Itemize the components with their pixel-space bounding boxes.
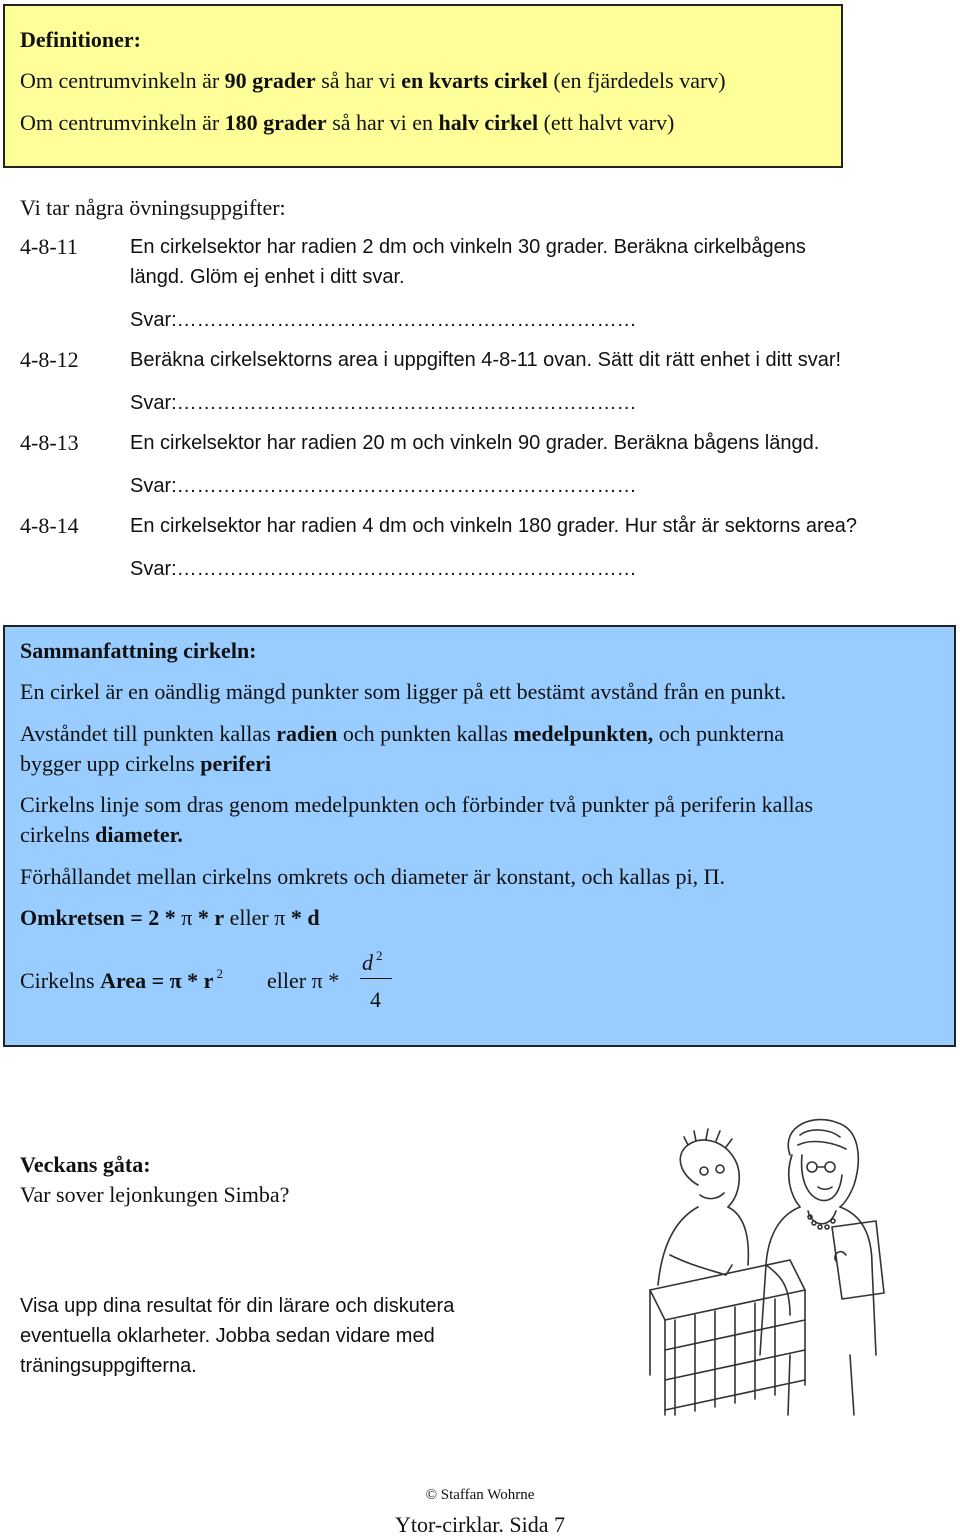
summary-circle-definition: En cirkel är en oändlig mängd punkter som ligger på ett bestämt avstånd från en punkt.: [20, 679, 787, 704]
answer-line[interactable]: Svar:……………………………………………………………: [130, 309, 637, 331]
closing-line: träningsuppgifterna.: [20, 1355, 197, 1377]
answer-line[interactable]: Svar:……………………………………………………………: [130, 392, 637, 414]
fraction-denominator: 4: [370, 987, 381, 1012]
definition-quarter-circle: Om centrumvinkeln är 90 grader så har vi en kvarts cirkel (en fjärdedels varv): [20, 68, 726, 93]
formula-area: Cirkelns Area = π * r $^2$: [20, 966, 223, 993]
summary-periphery: bygger upp cirkelns periferi: [20, 751, 272, 776]
closing-line: Visa upp dina resultat för din lärare och diskutera: [20, 1295, 455, 1317]
exercise-text: Beräkna cirkelsektorns area i uppgiften 4-8-11 ovan. Sätt dit rätt enhet i ditt svar!: [130, 349, 842, 371]
summary-radius: Avståndet till punkten kallas radien och punkten kallas medelpunkten, och punkterna: [20, 721, 785, 746]
closing-line: eventuella oklarheter. Jobba sedan vidare med: [20, 1325, 435, 1347]
riddle-question: Var sover lejonkungen Simba?: [20, 1182, 290, 1207]
exercise-text: En cirkelsektor har radien 20 m och vinkeln 90 grader. Beräkna bågens längd.: [130, 432, 820, 454]
exercise-text-cont: längd. Glöm ej enhet i ditt svar.: [130, 266, 405, 288]
summary-diameter-cont: cirkelns diameter.: [20, 822, 183, 847]
teacher-student-illustration: [640, 1115, 940, 1435]
page-footer: Ytor-cirklar. Sida 7: [394, 1512, 566, 1537]
exercise-number: 4-8-12: [20, 347, 79, 372]
summary-diameter: Cirkelns linje som dras genom medelpunkten och förbinder två punkter på periferin kallas: [20, 792, 813, 817]
answer-line[interactable]: Svar:……………………………………………………………: [130, 558, 637, 580]
answer-line[interactable]: Svar:……………………………………………………………: [130, 475, 637, 497]
summary-pi: Förhållandet mellan cirkelns omkrets och diameter är konstant, och kallas pi, Π.: [20, 864, 726, 889]
exercise-number: 4-8-11: [20, 234, 78, 259]
copyright-notice: © Staffan Wohrne: [425, 1487, 535, 1503]
summary-heading: Sammanfattning cirkeln:: [20, 638, 257, 663]
exercise-text: En cirkelsektor har radien 2 dm och vinkeln 30 grader. Beräkna cirkelbågens: [130, 236, 806, 258]
exercise-number: 4-8-14: [20, 513, 79, 538]
exercises-intro: Vi tar några övningsuppgifter:: [20, 195, 286, 220]
riddle-heading: Veckans gåta:: [20, 1152, 151, 1177]
fraction-bar: [360, 978, 392, 979]
exercise-number: 4-8-13: [20, 430, 79, 455]
definition-half-circle: Om centrumvinkeln är 180 grader så har vi en halv cirkel (ett halvt varv): [20, 110, 675, 135]
exercise-text: En cirkelsektor har radien 4 dm och vinkeln 180 grader. Hur står är sektorns area?: [130, 515, 858, 537]
formula-area-alt: eller π *: [267, 968, 340, 993]
fraction-numerator: d $^2$: [362, 948, 383, 975]
definitions-heading: Definitioner:: [20, 27, 141, 52]
formula-circumference: Omkretsen = 2 * π * r eller π * d: [20, 905, 320, 930]
